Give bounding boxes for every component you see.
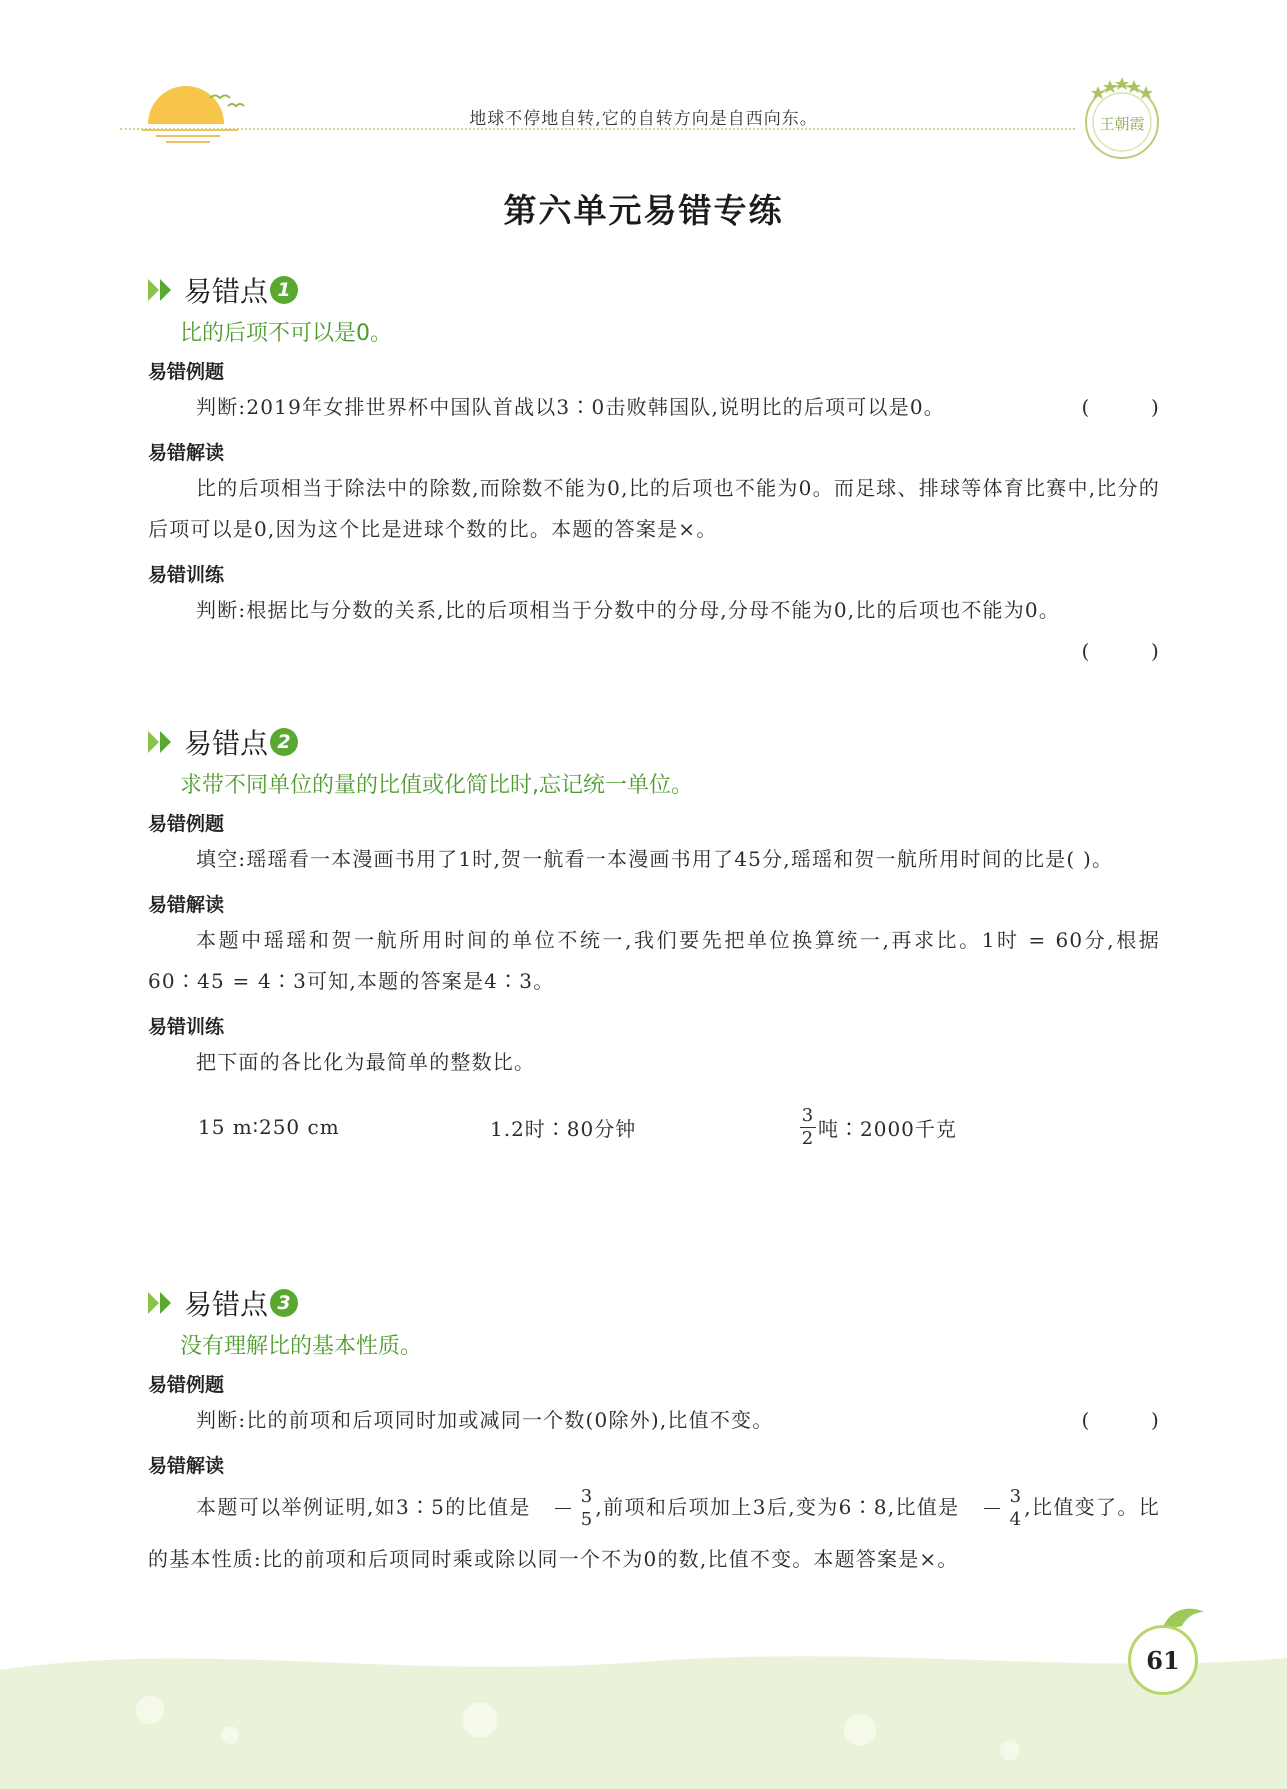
analysis-text: 比的后项相当于除法中的除数,而除数不能为0,比的后项也不能为0。而足球、排球等体育比赛中,比分的后项可以是0,因为这个比是进球个数的比。本题的答案是×。 bbox=[148, 476, 1160, 541]
fraction: $\frac{3}{2}$ bbox=[801, 1104, 815, 1149]
double-arrow-icon bbox=[148, 279, 176, 301]
example-question bbox=[148, 1400, 1160, 1441]
analysis-label: 易错解读 bbox=[148, 442, 225, 464]
analysis-label: 易错解读 bbox=[148, 1455, 225, 1477]
error-point-section-3 bbox=[148, 1283, 1160, 1585]
example-question bbox=[148, 387, 1160, 428]
training-text: 判断:根据比与分数的关系,比的后项相当于分数中的分母,分母不能为0,比的后项也不能为0。 bbox=[196, 598, 1061, 622]
section-subtitle: 比的后项不可以是0。 bbox=[180, 321, 392, 346]
training-text: 把下面的各比化为最简单的整数比。 bbox=[196, 1050, 536, 1074]
analysis-text: 本题可以举例证明,如3∶5的比值是 $\frac{3}{5}$ ,前项和后项加上3后,变为6∶8,比值是 $\frac{3}{4}$ ,比值变了。比的基本性质:比的前项和后项同时乘或除以同一个不为0的数,比值不变。本题答案是×。 bbox=[148, 1486, 1160, 1571]
analysis-label: 易错解读 bbox=[148, 894, 225, 916]
error-point-section-1 bbox=[148, 270, 1160, 672]
fraction: $\frac{3}{4}$ bbox=[962, 1486, 1023, 1531]
example-text: 判断:比的前项和后项同时加或减同一个数(0除外),比值不变。 bbox=[196, 1408, 774, 1432]
section-heading bbox=[148, 1283, 1160, 1323]
section-title: 易错点 bbox=[184, 275, 269, 308]
double-arrow-icon bbox=[148, 731, 176, 753]
example-label: 易错例题 bbox=[148, 361, 225, 383]
section-subtitle: 求带不同单位的量的比值或化简比时,忘记统一单位。 bbox=[180, 773, 693, 798]
example-text: 填空:瑶瑶看一本漫画书用了1时,贺一航看一本漫画书用了45分,瑶瑶和贺一航所用时间的比是( )。 bbox=[196, 847, 1114, 871]
answer-bracket: ( ) bbox=[1081, 1408, 1160, 1432]
fraction: $\frac{3}{5}$ bbox=[533, 1486, 594, 1531]
double-arrow-icon bbox=[148, 1292, 176, 1314]
error-point-section-2 bbox=[148, 722, 1160, 1157]
page-number: 61 bbox=[1128, 1625, 1198, 1695]
analysis-text: 本题中瑶瑶和贺一航所用时间的单位不统一,我们要先把单位换算统一,再求比。1时 = 60分,根据60∶45 = 4∶3可知,本题的答案是4∶3。 bbox=[148, 928, 1160, 993]
answer-bracket: ( ) bbox=[1081, 395, 1160, 419]
section-heading bbox=[148, 722, 1160, 762]
task-item-2: 1.2时∶80分钟 bbox=[490, 1116, 637, 1141]
example-text: 判断:2019年女排世界杯中国队首战以3∶0击败韩国队,说明比的后项可以是0。 bbox=[196, 395, 945, 419]
task-item-1: 15 m∶250 cm bbox=[198, 1115, 340, 1139]
page-title: 第六单元易错专练 bbox=[503, 191, 784, 230]
footer-decoration bbox=[0, 1640, 1287, 1789]
header-motto: 地球不停地自转,它的自转方向是自西向东。 bbox=[469, 109, 818, 129]
example-label: 易错例题 bbox=[148, 1374, 225, 1396]
section-heading bbox=[148, 270, 1160, 310]
training-tasks bbox=[148, 1097, 1160, 1157]
task-item-3: $\frac{3}{2}$ 吨∶2000千克 bbox=[801, 1104, 957, 1149]
section-title: 易错点 bbox=[184, 1288, 269, 1321]
example-label: 易错例题 bbox=[148, 813, 225, 835]
publisher-seal-logo bbox=[1078, 74, 1166, 162]
section-number-badge: 2 bbox=[270, 728, 298, 756]
training-label: 易错训练 bbox=[148, 564, 225, 586]
section-subtitle: 没有理解比的基本性质。 bbox=[180, 1334, 423, 1359]
svg-text:王朝霞: 王朝霞 bbox=[1099, 115, 1145, 133]
section-number-badge: 1 bbox=[270, 276, 298, 304]
training-label: 易错训练 bbox=[148, 1016, 225, 1038]
section-title: 易错点 bbox=[184, 727, 269, 760]
training-answer-bracket: ( ) bbox=[1081, 639, 1160, 663]
section-number-badge: 3 bbox=[270, 1289, 298, 1317]
